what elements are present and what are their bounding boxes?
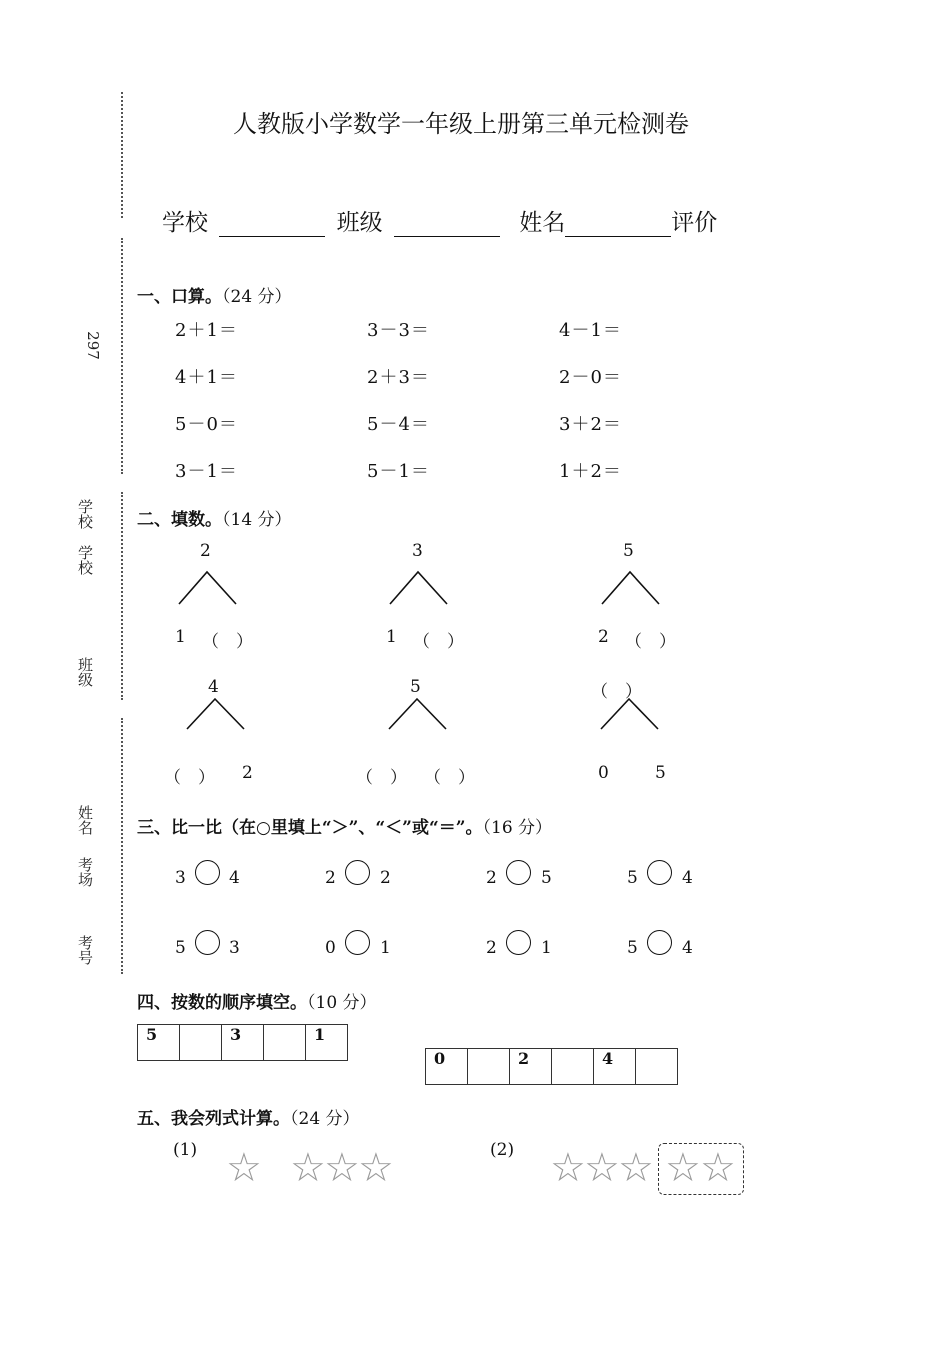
sequence-table-right [425,1048,678,1085]
compare-b: 1 [380,938,391,958]
sequence-table-left [137,1024,348,1061]
oral-problem: 3＋2＝ [559,414,622,435]
sequence-cell: 0 [426,1049,468,1085]
margin-label-exam-number: 考号 [78,934,94,967]
compare-b: 4 [682,938,693,958]
split-top: 5 [410,677,421,697]
split-top: 4 [208,677,219,697]
star-outline-icon: ☆ [584,1145,620,1191]
split-left: 1 [175,627,186,647]
oral-problem: 5－1＝ [367,461,430,482]
class-label: 班级 [336,210,383,236]
compare-b: 3 [229,938,240,958]
compare-circle[interactable] [647,860,672,885]
star-outline-icon: ☆ [290,1145,326,1191]
star-outline-icon: ☆ [700,1145,736,1191]
oral-problem: 2－0＝ [559,367,622,388]
split-branch [389,699,446,729]
margin-label-class: 班级 [78,656,94,689]
compare-b: 2 [380,868,391,888]
split-branch [390,572,447,604]
sequence-cell: 4 [594,1049,636,1085]
compare-b: 4 [682,868,693,888]
compare-circle[interactable] [506,930,531,955]
compare-a: 2 [486,938,497,958]
section-4-heading [137,988,377,1013]
split-right: 5 [655,763,666,783]
oral-problem: 3－1＝ [175,461,238,482]
star-outline-icon: ☆ [550,1145,586,1191]
section-2-points: （14 分） [222,510,292,530]
compare-circle[interactable] [345,860,370,885]
star-outline-icon: ☆ [324,1145,360,1191]
split-right: 2 [242,763,253,783]
star-outline-icon: ☆ [618,1145,654,1191]
split-branch [179,572,236,604]
oral-problem: 2＋1＝ [175,320,238,341]
margin-label-name: 姓名 [78,804,94,837]
split-left-blank[interactable]: （ ） [356,768,407,788]
split-left: 2 [598,627,609,647]
section-2-label: 二、填数。 [137,510,222,530]
oral-problem: 5－0＝ [175,414,238,435]
oral-problem: 4－1＝ [559,320,622,341]
section-1-label: 一、口算。 [137,287,222,307]
split-top: 3 [412,541,423,561]
compare-a: 5 [627,868,638,888]
compare-b: 4 [229,868,240,888]
problem-2-label: (2) [490,1140,515,1160]
sequence-cell-blank[interactable] [468,1049,510,1085]
compare-b: 5 [541,868,552,888]
compare-a: 3 [175,868,186,888]
compare-a: 2 [325,868,336,888]
split-left: 0 [598,763,609,783]
compare-b: 1 [541,938,552,958]
split-branch [187,699,244,729]
star-outline-icon: ☆ [665,1145,701,1191]
section-4-points: （10 分） [307,993,377,1013]
compare-circle[interactable] [506,860,531,885]
section-3-heading [137,813,552,838]
split-branch [601,699,658,729]
evaluation-label: 评价 [671,210,718,236]
section-5-points: （24 分） [290,1109,360,1129]
oral-problem: 3－3＝ [367,320,430,341]
split-top-blank[interactable]: （ ） [591,682,642,702]
split-left-blank[interactable]: （ ） [164,768,215,788]
sequence-cell: 1 [306,1025,348,1061]
sequence-cell: 3 [222,1025,264,1061]
split-top: 5 [623,541,634,561]
split-right-blank[interactable]: （ ） [413,632,464,652]
compare-circle[interactable] [345,930,370,955]
section-3-label: 三、比一比（在○里填上“＞”、“＜”或“＝”。 [137,818,483,838]
star-outline-icon: ☆ [358,1145,394,1191]
section-4-label: 四、按数的顺序填空。 [137,993,307,1013]
compare-circle[interactable] [195,860,220,885]
sequence-cell: 5 [138,1025,180,1061]
split-right-blank[interactable]: （ ） [202,632,253,652]
sequence-cell-blank[interactable] [636,1049,678,1085]
name-label: 姓名 [519,210,566,236]
page-title: 人教版小学数学一年级上册第三单元检测卷 [233,110,689,138]
school-label: 学校 [162,210,208,236]
compare-circle[interactable] [647,930,672,955]
split-left: 1 [386,627,397,647]
oral-problem: 2＋3＝ [367,367,430,388]
star-outline-icon: ☆ [226,1145,262,1191]
problem-1-label: (1) [173,1140,198,1160]
section-5-heading [137,1104,360,1129]
sequence-cell-blank[interactable] [180,1025,222,1061]
compare-a: 5 [627,938,638,958]
compare-a: 5 [175,938,186,958]
split-branch [602,572,659,604]
split-right-blank[interactable]: （ ） [625,632,676,652]
section-1-points: （24 分） [222,287,292,307]
split-top: 2 [200,541,211,561]
margin-label-school-2: 学校 [78,544,94,577]
section-5-label: 五、我会列式计算。 [137,1109,290,1129]
margin-label-seat: 考场 [78,856,94,889]
split-right-blank[interactable]: （ ） [424,768,475,788]
margin-label-school: 学校 [78,498,94,531]
oral-problem: 4＋1＝ [175,367,238,388]
oral-problem: 5－4＝ [367,414,430,435]
sequence-cell-blank[interactable] [264,1025,306,1061]
sequence-cell-blank[interactable] [552,1049,594,1085]
oral-problem: 1＋2＝ [559,461,622,482]
sequence-cell: 2 [510,1049,552,1085]
compare-circle[interactable] [195,930,220,955]
margin-label-297: 297 [83,331,102,360]
compare-a: 0 [325,938,336,958]
section-3-points: （16 分） [482,818,553,838]
compare-a: 2 [486,868,497,888]
